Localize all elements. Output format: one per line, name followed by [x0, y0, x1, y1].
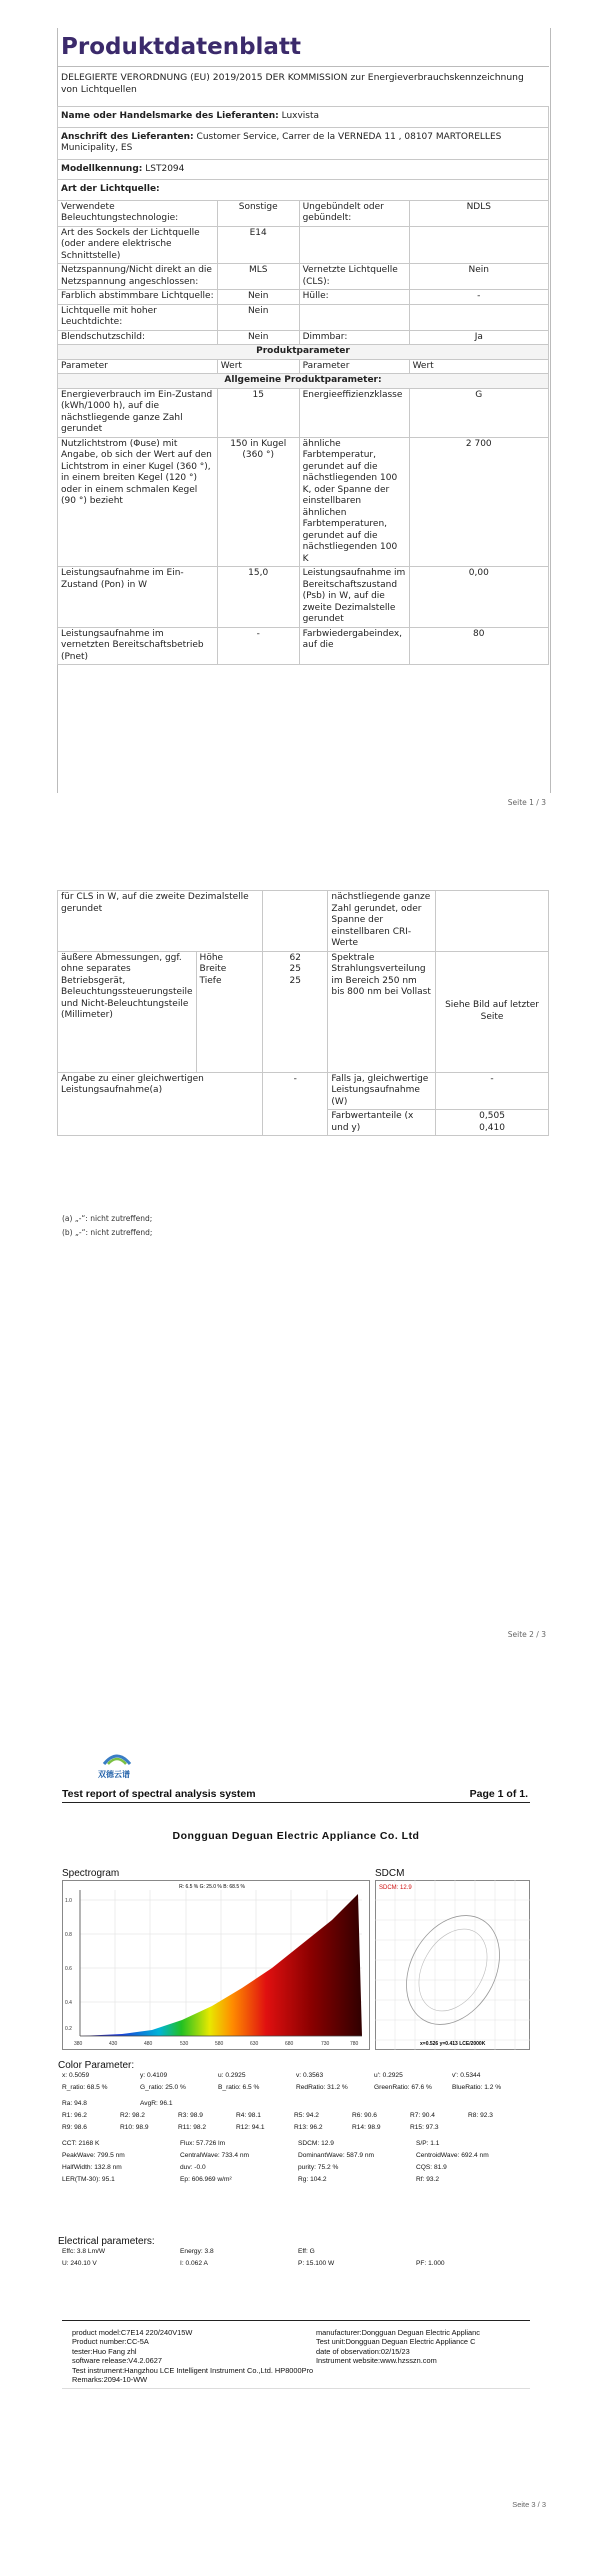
supplier-address-label: Anschrift des Lieferanten:	[61, 131, 194, 142]
supplier-name-label: Name oder Handelsmarke des Lieferanten:	[61, 111, 279, 121]
color-parameter-value: R15: 97.3	[410, 2124, 439, 2131]
electrical-parameter-value: Effc: 3.8 Lm/W	[62, 2248, 106, 2255]
sdcm-value: SDCM: 12.9	[379, 1885, 412, 1891]
color-parameter-value: GreenRatio: 67.6 %	[374, 2084, 432, 2091]
electrical-parameter-value: U: 240.10 V	[62, 2260, 97, 2267]
page-number: Seite 2 / 3	[507, 1630, 546, 1639]
table-row: Netzspannung/Nicht direkt an die Netzspannung angeschlossen: MLS Vernetzte Lichtquelle (CLS): Nein	[58, 264, 549, 290]
color-parameter-value: Flux: 57.726 lm	[180, 2140, 226, 2147]
y-tick: 1.0	[65, 1898, 72, 1904]
color-parameter-value: R8: 92.3	[468, 2112, 493, 2119]
color-parameter-value: y: 0.4109	[140, 2072, 168, 2079]
color-parameter-value: LER(TM-30): 95.1	[62, 2176, 115, 2183]
x-tick: 780	[350, 2041, 359, 2047]
y-tick: 0.4	[65, 2000, 72, 2006]
report-footer-left: product model:C7E14 220/240V15W Product number:CC-5A tester:Huo Fang zhl software release:V4.2.0627 Test instrument:Hangzhou LCE Intelligent Instrument Co.,Ltd. HP8000Pro Remarks:2094-10-WW	[72, 2328, 314, 2385]
report-title: Test report of spectral analysis system	[62, 1788, 256, 1800]
supplier-address: Customer Service, Carrer de la VERNEDA 11 , 08107 MARTORELLES Municipality, ES	[61, 131, 502, 153]
report-footer-right: manufacturer:Dongguan Deguan Electric Applianc Test unit:Dongguan Deguan Electric Appliance C date of observation:02/15/23 Instrument website:www.hzsszn.com	[316, 2328, 480, 2366]
color-parameter-value: x: 0.5059	[62, 2072, 90, 2079]
color-parameter-value: B_ratio: 6.5 %	[218, 2084, 260, 2091]
chromaticity-x: 0,505	[479, 1111, 505, 1121]
electrical-parameter-value: P: 15.100 W	[298, 2260, 335, 2267]
color-parameter-value: R4: 98.1	[236, 2112, 261, 2119]
x-tick: 480	[144, 2041, 153, 2047]
table-row: Leistungsaufnahme im Ein-Zustand (Pon) in W 15,0 Leistungsaufnahme im Bereitschaftszustand (Psb) in W, auf die zweite Dezimalstelle gerundet 0,00	[58, 567, 549, 628]
table-row: Farblich abstimmbare Lichtquelle: Nein Hülle: -	[58, 290, 549, 305]
spectral-distribution-label: Spektrale Strahlungsverteilung im Bereich 250 nm bis 800 nm bei Vollast	[328, 951, 436, 1072]
color-parameter-value: v: 0.3563	[296, 2072, 324, 2079]
table-row: Verwendete Beleuchtungstechnologie: Sonstige Ungebündelt oder gebündelt: NDLS	[58, 200, 549, 226]
color-parameter-value: R2: 98.2	[120, 2112, 145, 2119]
table-row: äußere Abmessungen, ggf. ohne separates Betriebsgerät, Beleuchtungssteuerungsteile und Nicht-Beleuchtungsteile (Millimeter) Höhe Breite Tiefe 62 25 25 Spektrale Strahlungsverteilung im Bereich 250 nm bis 800 nm bei Vollast Siehe Bild auf letzter Seite	[58, 951, 549, 1072]
color-parameter-value: S/P: 1.1	[416, 2140, 440, 2147]
color-parameter-value: duv: -0.0	[180, 2164, 206, 2171]
table-row: Blendschutzschild: Nein Dimmbar: Ja	[58, 330, 549, 345]
electrical-parameter-value: Energy: 3.8	[180, 2248, 214, 2255]
chromaticity-label: Farbwertanteile (x und y)	[328, 1110, 436, 1136]
color-parameter-value: Ra: 94.8	[62, 2100, 87, 2107]
spectrogram-label: Spectrogram	[62, 1868, 120, 1879]
spectral-distribution-value: Siehe Bild auf letzter Seite	[436, 951, 549, 1072]
general-parameters-heading: Allgemeine Produktparameter:	[58, 374, 549, 389]
color-parameter-value: DominantWave: 587.9 nm	[298, 2152, 374, 2159]
regulation-subtitle: DELEGIERTE VERORDNUNG (EU) 2019/2015 DER KOMMISSION zur Energieverbrauchskennzeichnung von Lichtquellen	[61, 72, 524, 95]
color-parameter-value: AvgR: 96.1	[140, 2100, 173, 2107]
color-parameter-value: CCT: 2168 K	[62, 2140, 100, 2147]
color-parameter-value: u': 0.2925	[374, 2072, 403, 2079]
table-row: Art des Sockels der Lichtquelle (oder andere elektrische Schnittstelle) E14	[58, 226, 549, 264]
table-row: für CLS in W, auf die zweite Dezimalstelle gerundet nächstliegende ganze Zahl gerundet, oder Spanne der einstellbaren CRI-Werte	[58, 891, 549, 952]
sdcm-coordinates: x=0.526 y=0.413 LCE/2000K	[420, 2041, 486, 2047]
color-parameter-value: R10: 98.9	[120, 2124, 149, 2131]
product-parameters-heading: Produktparameter	[58, 345, 549, 360]
electrical-parameter-heading: Electrical parameters:	[58, 2236, 155, 2247]
color-parameter-value: G_ratio: 25.0 %	[140, 2084, 186, 2091]
color-parameter-value: Rf: 93.2	[416, 2176, 440, 2183]
y-tick: 0.2	[65, 2026, 72, 2032]
color-parameter-value: HalfWidth: 132.8 nm	[62, 2164, 122, 2171]
color-parameter-heading: Color Parameter:	[58, 2060, 135, 2071]
color-parameter-value: R11: 98.2	[178, 2124, 207, 2131]
data-sheet-table: Name oder Handelsmarke des Lieferanten: Luxvista Anschrift des Lieferanten: Customer Service, Carrer de la VERNEDA 11 , 08107 MARTORELLES Municipality, ES Modellkennung: LST2094 Art der Lichtquelle: Verwendete Beleuchtungstechnologie: Sonstige Ungebündelt oder gebündelt: NDLS Art des Sockels der Lichtquelle (oder andere elektrische Schnittstelle) E14 Netzspannung/Nicht direkt an die Netzspannung angeschlossen: MLS Vernetzte Lichtquelle (CLS): Nein Farblich abstimmbare Lichtquelle: Nein Hülle: - Lichtquelle mit hoher Leuchtdichte: Nein Blendschutzschild: Nein Dimmbar: Ja Produktparameter Parameter Wert Parameter Wert Allgemeine Produktparameter: Energieverbrauch im Ein-Zustand (kWh/1000 h), auf die nächstliegende ganze Zahl gerundet 15 Energieeffizienzklasse G Nutzlichtstrom (Φuse) mit Angabe, ob sich der Wert auf den Lichtstrom in einer Kugel (360 °), in einem breiten Kegel (120 °) oder in einem schmalen Kegel (90 °) bezieht 150 in Kugel (360 °) ähnliche Farbtemperatur, gerundet auf die nächstliegenden 100 K, oder Spanne der einstellbaren ähnlichen Farbtemperaturen, gerundet auf die nächstliegenden 100 K 2 700 Leistungsaufnahme im Ein-Zustand (Pon) in W 15,0 Leistungsaufnahme im Bereitschaftszustand (Psb) in W, auf die zweite Dezimalstelle gerundet 0,00 Leistungsaufnahme im vernetzten Bereitschaftsbetrieb (Pnet) - Farbwiedergabeindex, auf die 80	[57, 106, 549, 665]
color-parameter-value: R14: 98.9	[352, 2124, 381, 2131]
spectrogram-chart	[62, 1880, 370, 2050]
light-source-type-label: Art der Lichtquelle:	[58, 180, 549, 201]
color-parameter-value: PeakWave: 799.5 nm	[62, 2152, 125, 2159]
company-name: Dongguan Deguan Electric Appliance Co. Ltd	[172, 1830, 420, 1842]
logo-text: 双德云谱	[98, 1770, 130, 1779]
color-parameter-value: BlueRatio: 1.2 %	[452, 2084, 502, 2091]
chromaticity-y: 0,410	[479, 1122, 505, 1133]
electrical-parameter-value: Eff: G	[298, 2248, 315, 2255]
model-id: LST2094	[145, 163, 185, 174]
color-parameter-value: u: 0.2925	[218, 2072, 246, 2079]
footnote-a: (a) „-“: nicht zutreffend;	[62, 1214, 153, 1223]
color-parameter-value: SDCM: 12.9	[298, 2140, 334, 2147]
color-parameter-value: CQS: 81.9	[416, 2164, 447, 2171]
x-tick: 680	[285, 2041, 294, 2047]
table-row: Lichtquelle mit hoher Leuchtdichte: Nein	[58, 304, 549, 330]
page-3-test-report	[0, 1660, 603, 2560]
supplier-name: Luxvista	[281, 111, 320, 121]
table-row: Energieverbrauch im Ein-Zustand (kWh/1000 h), auf die nächstliegende ganze Zahl gerundet 15 Energieeffizienzklasse G	[58, 388, 549, 437]
electrical-parameter-value: I: 0.062 A	[180, 2260, 208, 2267]
spectrogram-ratios: R: 6.5 % G: 25.0 % B: 68.5 %	[179, 1884, 245, 1890]
color-parameter-value: CentralWave: 733.4 nm	[180, 2152, 250, 2159]
x-tick: 580	[215, 2041, 224, 2047]
color-parameter-value: R12: 94.1	[236, 2124, 265, 2131]
page-title: Produktdatenblatt	[61, 34, 301, 60]
page-number: Seite 3 / 3	[512, 2500, 546, 2509]
color-parameter-value: R13: 96.2	[294, 2124, 323, 2131]
sdcm-label: SDCM	[375, 1868, 405, 1879]
page-number: Seite 1 / 3	[507, 798, 546, 807]
color-parameter-value: R5: 94.2	[294, 2112, 319, 2119]
data-sheet-table-continued	[57, 890, 549, 1136]
sdcm-chart	[375, 1880, 530, 2050]
color-parameter-value: Rg: 104.2	[298, 2176, 327, 2183]
color-parameter-value: Ep: 606.969 w/m²	[180, 2176, 232, 2183]
table-row: Leistungsaufnahme im vernetzten Bereitschaftsbetrieb (Pnet) - Farbwiedergabeindex, auf die 80	[58, 627, 549, 665]
page-2	[0, 830, 603, 1660]
color-parameter-value: RedRatio: 31.2 %	[296, 2084, 348, 2091]
y-tick: 0.8	[65, 1932, 72, 1938]
color-parameter-value: R3: 98.9	[178, 2112, 203, 2119]
company-logo-icon	[100, 1748, 134, 1768]
color-parameter-value: R1: 96.2	[62, 2112, 87, 2119]
model-label: Modellkennung:	[61, 163, 143, 174]
x-tick: 630	[250, 2041, 259, 2047]
y-tick: 0.6	[65, 1966, 72, 1972]
dimensions-label: äußere Abmessungen, ggf. ohne separates Betriebsgerät, Beleuchtungssteuerungsteile und Nicht-Beleuchtungsteile (Millimeter)	[58, 951, 197, 1072]
color-parameter-value: purity: 75.2 %	[298, 2164, 339, 2171]
color-parameter-value: v': 0.5344	[452, 2072, 481, 2079]
color-parameter-value: R7: 90.4	[410, 2112, 435, 2119]
report-page: Page 1 of 1.	[469, 1788, 528, 1800]
footnote-b: (b) „-“: nicht zutreffend;	[62, 1228, 153, 1237]
table-row: Angabe zu einer gleichwertigen Leistungsaufnahme(a) - Falls ja, gleichwertige Leistungsaufnahme (W) -	[58, 1072, 549, 1110]
color-parameter-value: CentroidWave: 692.4 nm	[416, 2152, 489, 2159]
color-parameter-value: R9: 98.6	[62, 2124, 87, 2131]
x-tick: 530	[180, 2041, 189, 2047]
x-tick: 730	[321, 2041, 330, 2047]
x-tick: 380	[74, 2041, 83, 2047]
page-1	[0, 0, 603, 830]
color-parameter-value: R6: 90.6	[352, 2112, 377, 2119]
table-row: Nutzlichtstrom (Φuse) mit Angabe, ob sich der Wert auf den Lichtstrom in einer Kugel (360 °), in einem breiten Kegel (120 °) oder in einem schmalen Kegel (90 °) bezieht 150 in Kugel (360 °) ähnliche Farbtemperatur, gerundet auf die nächstliegenden 100 K, oder Spanne der einstellbaren ähnlichen Farbtemperaturen, gerundet auf die nächstliegenden 100 K 2 700	[58, 437, 549, 567]
x-tick: 430	[109, 2041, 118, 2047]
electrical-parameter-value: PF: 1.000	[416, 2260, 445, 2267]
color-parameter-value: R_ratio: 68.5 %	[62, 2084, 108, 2091]
